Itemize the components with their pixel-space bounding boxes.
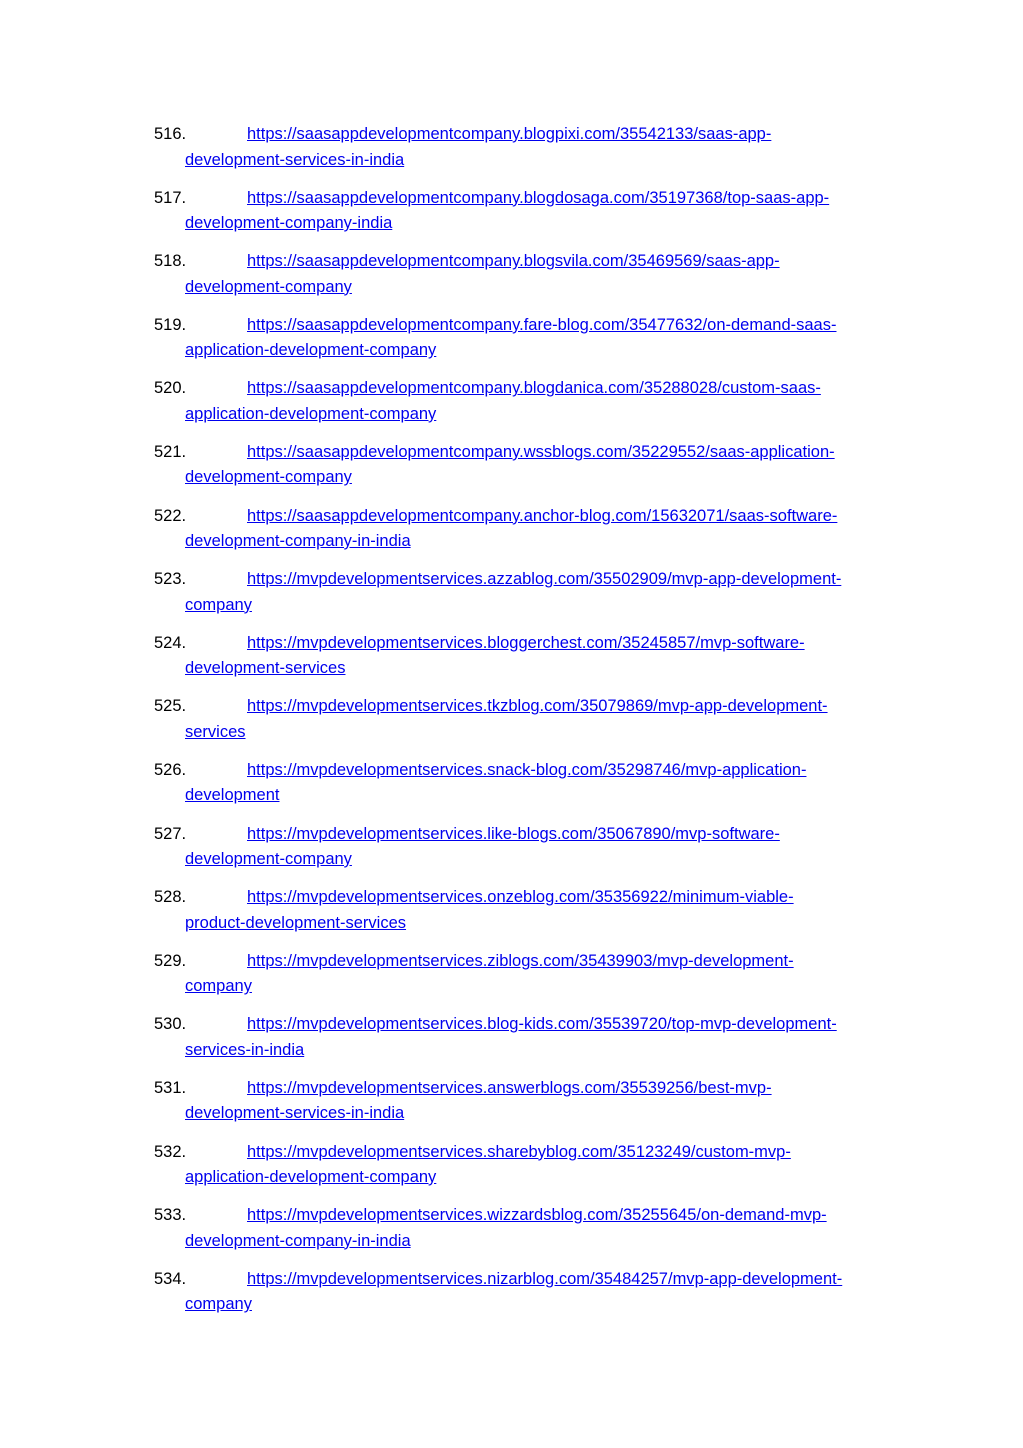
item-number: 519. bbox=[154, 315, 187, 334]
item-link[interactable] bbox=[185, 249, 905, 300]
link-line-2[interactable]: company bbox=[185, 977, 252, 996]
link-line-1[interactable]: https://saasappdevelopmentcompany.blogdosaga.com/35197368/top-saas-app- bbox=[247, 188, 830, 207]
item-link[interactable] bbox=[185, 122, 905, 173]
link-line-1[interactable]: https://saasappdevelopmentcompany.blogpixi.com/35542133/saas-app- bbox=[247, 125, 772, 143]
item-link[interactable] bbox=[185, 1203, 905, 1254]
item-number: 530. bbox=[154, 1015, 187, 1034]
item-number: 531. bbox=[154, 1078, 187, 1097]
item-number: 517. bbox=[154, 188, 187, 207]
link-line-2[interactable]: development-company-in-india bbox=[185, 1231, 411, 1250]
link-line-2[interactable]: development-company-india bbox=[185, 214, 393, 233]
link-line-2[interactable]: development-services-in-india bbox=[185, 1104, 405, 1123]
link-line-2[interactable]: product-development-services bbox=[185, 913, 407, 932]
list-item bbox=[0, 758, 1023, 822]
link-line-1[interactable]: https://saasappdevelopmentcompany.wssblogs.com/35229552/saas-application- bbox=[247, 442, 835, 461]
link-line-2[interactable]: application-development-company bbox=[185, 404, 437, 423]
link-line-2[interactable]: development-company bbox=[185, 277, 352, 296]
link-line-1[interactable]: https://mvpdevelopmentservices.ziblogs.com/35439903/mvp-development- bbox=[247, 951, 794, 970]
item-number: 528. bbox=[154, 888, 187, 907]
list-item bbox=[0, 440, 1023, 504]
link-line-1[interactable]: https://mvpdevelopmentservices.sharebyblog.com/35123249/custom-mvp- bbox=[247, 1142, 791, 1161]
item-link[interactable] bbox=[185, 694, 905, 745]
link-line-1[interactable]: https://saasappdevelopmentcompany.blogsvila.com/35469569/saas-app- bbox=[247, 252, 780, 271]
item-link[interactable] bbox=[185, 1012, 905, 1063]
link-line-1[interactable]: https://mvpdevelopmentservices.bloggerchest.com/35245857/mvp-software- bbox=[247, 633, 805, 652]
item-number: 520. bbox=[154, 379, 187, 398]
link-line-2[interactable]: development-services bbox=[185, 659, 346, 678]
item-link[interactable] bbox=[185, 631, 905, 682]
list-item bbox=[0, 949, 1023, 1013]
link-line-2[interactable]: services-in-india bbox=[185, 1040, 305, 1059]
item-number: 532. bbox=[154, 1142, 187, 1161]
item-number: 516. bbox=[154, 125, 187, 143]
link-line-2[interactable]: development-company bbox=[185, 850, 352, 869]
link-line-2[interactable]: company bbox=[185, 1295, 252, 1314]
link-line-1[interactable]: https://mvpdevelopmentservices.like-blogs.com/35067890/mvp-software- bbox=[247, 824, 780, 843]
link-line-2[interactable]: development-company bbox=[185, 468, 352, 487]
list-item bbox=[0, 1203, 1023, 1267]
link-line-2[interactable]: development-company-in-india bbox=[185, 532, 411, 551]
item-number: 525. bbox=[154, 697, 187, 716]
item-link[interactable] bbox=[185, 313, 905, 364]
list-item bbox=[0, 186, 1023, 250]
link-line-1[interactable]: https://mvpdevelopmentservices.blog-kids.com/35539720/top-mvp-development- bbox=[247, 1015, 837, 1034]
link-line-2[interactable]: application-development-company bbox=[185, 1168, 437, 1186]
item-link[interactable] bbox=[185, 567, 905, 618]
list-item bbox=[0, 1267, 1023, 1331]
item-number: 529. bbox=[154, 951, 187, 970]
list-item bbox=[0, 631, 1023, 695]
item-number: 522. bbox=[154, 506, 187, 525]
item-link[interactable] bbox=[185, 1267, 905, 1318]
item-link[interactable] bbox=[185, 885, 905, 936]
list-item bbox=[0, 1076, 1023, 1140]
link-line-1[interactable]: https://saasappdevelopmentcompany.anchor-blog.com/15632071/saas-software- bbox=[247, 506, 838, 525]
list-item bbox=[0, 567, 1023, 631]
item-number: 534. bbox=[154, 1269, 187, 1288]
item-link[interactable] bbox=[185, 1076, 905, 1127]
item-number: 526. bbox=[154, 760, 187, 779]
item-link[interactable] bbox=[185, 504, 905, 555]
list-item bbox=[0, 504, 1023, 568]
list-item bbox=[0, 313, 1023, 377]
item-number: 524. bbox=[154, 633, 187, 652]
link-line-1[interactable]: https://mvpdevelopmentservices.snack-blog.com/35298746/mvp-application- bbox=[247, 760, 807, 779]
list-item bbox=[0, 885, 1023, 949]
item-link[interactable] bbox=[185, 376, 905, 427]
list-item bbox=[0, 1012, 1023, 1076]
link-line-2[interactable]: development bbox=[185, 786, 280, 805]
list-item bbox=[0, 376, 1023, 440]
link-line-1[interactable]: https://mvpdevelopmentservices.answerblogs.com/35539256/best-mvp- bbox=[247, 1078, 772, 1097]
list-item bbox=[0, 249, 1023, 313]
item-link[interactable] bbox=[185, 440, 905, 491]
item-link[interactable] bbox=[185, 186, 905, 237]
link-line-1[interactable]: https://mvpdevelopmentservices.nizarblog.com/35484257/mvp-app-development- bbox=[247, 1269, 843, 1288]
item-link[interactable] bbox=[185, 1140, 905, 1191]
item-number: 527. bbox=[154, 824, 187, 843]
link-line-2[interactable]: application-development-company bbox=[185, 341, 437, 360]
item-link[interactable] bbox=[185, 822, 905, 873]
link-line-2[interactable]: services bbox=[185, 722, 246, 741]
item-number: 533. bbox=[154, 1206, 187, 1225]
list-item bbox=[0, 822, 1023, 886]
link-line-2[interactable]: development-services-in-india bbox=[185, 150, 405, 169]
link-line-1[interactable]: https://mvpdevelopmentservices.tkzblog.com/35079869/mvp-app-development- bbox=[247, 697, 828, 716]
item-link[interactable] bbox=[185, 949, 905, 1000]
link-list bbox=[0, 122, 1023, 1330]
list-item bbox=[0, 1140, 1023, 1204]
item-number: 523. bbox=[154, 570, 187, 589]
link-line-2[interactable]: company bbox=[185, 595, 252, 614]
link-line-1[interactable]: https://mvpdevelopmentservices.onzeblog.com/35356922/minimum-viable- bbox=[247, 888, 794, 907]
item-number: 518. bbox=[154, 252, 187, 271]
item-link[interactable] bbox=[185, 758, 905, 809]
item-number: 521. bbox=[154, 442, 187, 461]
link-line-1[interactable]: https://mvpdevelopmentservices.azzablog.com/35502909/mvp-app-development- bbox=[247, 570, 842, 589]
list-item bbox=[0, 694, 1023, 758]
link-line-1[interactable]: https://saasappdevelopmentcompany.blogdanica.com/35288028/custom-saas- bbox=[247, 379, 821, 398]
link-line-1[interactable]: https://mvpdevelopmentservices.wizzardsblog.com/35255645/on-demand-mvp- bbox=[247, 1206, 827, 1225]
list-item bbox=[0, 122, 1023, 186]
link-line-1[interactable]: https://saasappdevelopmentcompany.fare-blog.com/35477632/on-demand-saas- bbox=[247, 315, 837, 334]
